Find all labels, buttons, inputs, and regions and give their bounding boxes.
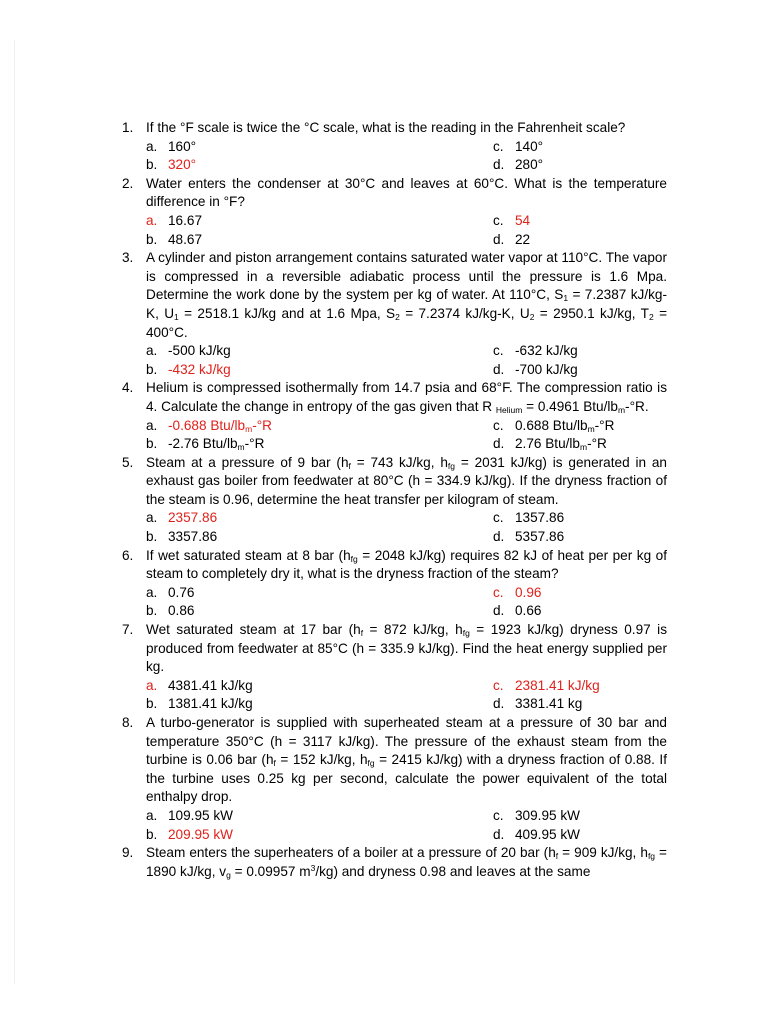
question-9	[122, 844, 667, 881]
question-stem: Steam enters the superheaters of a boiler at a pressure of 20 bar ($h_f = 909$ kJ/kg, $h_{fg} = 1890$ kJ/kg, $v_g = 0.09957$ $m^3/kg$) and dryness 0.98 and leaves at the same	[146, 845, 667, 880]
option-c[interactable]: c. 1357.86	[493, 510, 565, 526]
option-b[interactable]: b. 0.86	[146, 603, 195, 619]
option-c[interactable]: c. 0.688 Btu/$lb_m-^\circ R$	[493, 417, 615, 434]
option-d[interactable]: d. 5357.86	[493, 529, 565, 545]
question-number: 7.	[122, 622, 134, 638]
question-8	[122, 714, 667, 844]
question-6	[122, 547, 667, 621]
options	[146, 212, 667, 249]
question-stem: If wet saturated steam at 8 bar ($h_{fg} = 2048$ kJ/kg) requires 82 kJ of heat per per kg of steam to completely dry it, what is the dryness fraction of the steam?	[146, 547, 667, 582]
question-number: 4.	[122, 380, 134, 396]
option-b[interactable]: b. -2.76 Btu/$lb_m-^\circ R$	[146, 436, 265, 453]
question-number: 9.	[122, 845, 134, 861]
question-stem: A turbo-generator is supplied with superheated steam at a pressure of 30 bar and temperature 350°C (h = 3117 kJ/kg). The pressure of the exhaust steam from the turbine is 0.06 bar ($h_f = 152$ kJ/kg, $h_{fg} = 2415$ kJ/kg) with a dryness fraction of 0.88. If the turbine uses 0.25 kg per second, calculate the power equivalent of the total enthalpy drop.	[146, 715, 667, 805]
options	[146, 138, 667, 175]
option-c-correct[interactable]: c. 0.96	[493, 584, 542, 600]
question-4	[122, 379, 667, 453]
options	[146, 677, 667, 714]
question-1	[122, 119, 667, 175]
question-stem: If the °F scale is twice the °C scale, what is the reading in the Fahrenheit scale?	[146, 120, 626, 135]
option-a[interactable]: a. 16.67	[146, 212, 203, 228]
question-list	[122, 119, 667, 881]
option-d[interactable]: d. 0.66	[493, 603, 542, 619]
question-stem: Wet saturated steam at 17 bar ($h_f = 872$ kJ/kg, $h_{fg} = 1923$ kJ/kg) dryness 0.97 is produced from feedwater at 85°C (h = 335.9 kJ/kg). Find the heat energy supplied per kg.	[146, 622, 667, 675]
option-d[interactable]: d. 3381.41 kg	[493, 696, 583, 712]
option-c[interactable]: c. 309.95 kW	[493, 807, 580, 823]
option-b-correct[interactable]: b. 209.95 kW	[146, 826, 233, 842]
question-stem: Water enters the condenser at 30°C and leaves at 60°C. What is the temperature difference in °F?	[146, 175, 667, 210]
option-a[interactable]: a. 0.76	[146, 584, 195, 600]
options	[146, 807, 667, 844]
options	[146, 342, 667, 379]
question-stem: Steam at a pressure of 9 bar ($h_f = 743$ kJ/kg, $h_{fg} = 2031$ kJ/kg) is generated in an exhaust gas boiler from feedwater at 80°C (h = 334.9 kJ/kg). If the dryness fraction of the steam is 0.96, determine the heat transfer per kilogram of steam.	[146, 454, 667, 507]
option-a[interactable]: a. -500 kJ/kg	[146, 343, 231, 359]
option-a[interactable]: a. 109.95 kW	[146, 807, 233, 823]
option-a[interactable]: a. 160°	[146, 138, 197, 154]
option-b[interactable]: b. 1381.41 kJ/kg	[146, 696, 253, 712]
question-7	[122, 621, 667, 714]
option-c[interactable]: c. 140°	[493, 138, 544, 154]
option-b-correct[interactable]: b. -432 kJ/kg	[146, 361, 231, 377]
option-c-correct[interactable]: c. 54	[493, 212, 531, 228]
option-a-correct[interactable]: a. 2357.86	[146, 510, 218, 526]
option-a[interactable]: a. 4381.41 kJ/kg	[146, 677, 253, 693]
question-number: 1.	[122, 120, 134, 135]
option-d[interactable]: d. -700 kJ/kg	[493, 361, 578, 377]
option-d[interactable]: d. 22	[493, 231, 531, 247]
question-number: 5.	[122, 454, 134, 470]
option-c[interactable]: c. -632 kJ/kg	[493, 343, 578, 359]
question-3	[122, 249, 667, 379]
options	[146, 509, 667, 546]
option-b-correct[interactable]: b. 320°	[146, 157, 197, 173]
question-stem: A cylinder and piston arrangement contains saturated water vapor at 110°C. The vapor is compressed in a reversible adiabatic process until the pressure is 1.6 Mpa. Determine the work done by the system per kg of water. At 110°C, $S_1 = 7.2387$ kJ/kg-K, $U_1 = 2518.1$ kJ/kg and at 1.6 Mpa, $S_2 = 7.2374$ kJ/kg-K, $U_2 = 2950.1$ kJ/kg, $T_2 = 400^\circ C$.	[146, 250, 668, 340]
option-b[interactable]: b. 3357.86	[146, 529, 218, 545]
question-5	[122, 454, 667, 547]
option-d[interactable]: d. 409.95 kW	[493, 826, 580, 842]
question-number: 3.	[122, 250, 134, 266]
option-d[interactable]: d. 2.76 Btu/$lb_m-^\circ R$	[493, 436, 607, 453]
options	[146, 584, 667, 621]
question-stem: Helium is compressed isothermally from 14.7 psia and 68°F. The compression ratio is 4. Calculate the change in entropy of the gas given that R $_{Helium}$ = 0.4961 Btu/$lb_m-^\circ R$.	[146, 380, 667, 415]
option-c-correct[interactable]: c. 2381.41 kJ/kg	[493, 677, 600, 693]
option-b[interactable]: b. 48.67	[146, 231, 203, 247]
question-number: 8.	[122, 715, 134, 730]
options	[146, 417, 667, 454]
question-2	[122, 175, 667, 249]
option-a-correct[interactable]: a. -0.688 Btu/$lb_m-^\circ R$	[146, 417, 272, 434]
question-number: 2.	[122, 175, 134, 191]
option-d[interactable]: d. 280°	[493, 157, 544, 173]
question-number: 6.	[122, 547, 134, 563]
